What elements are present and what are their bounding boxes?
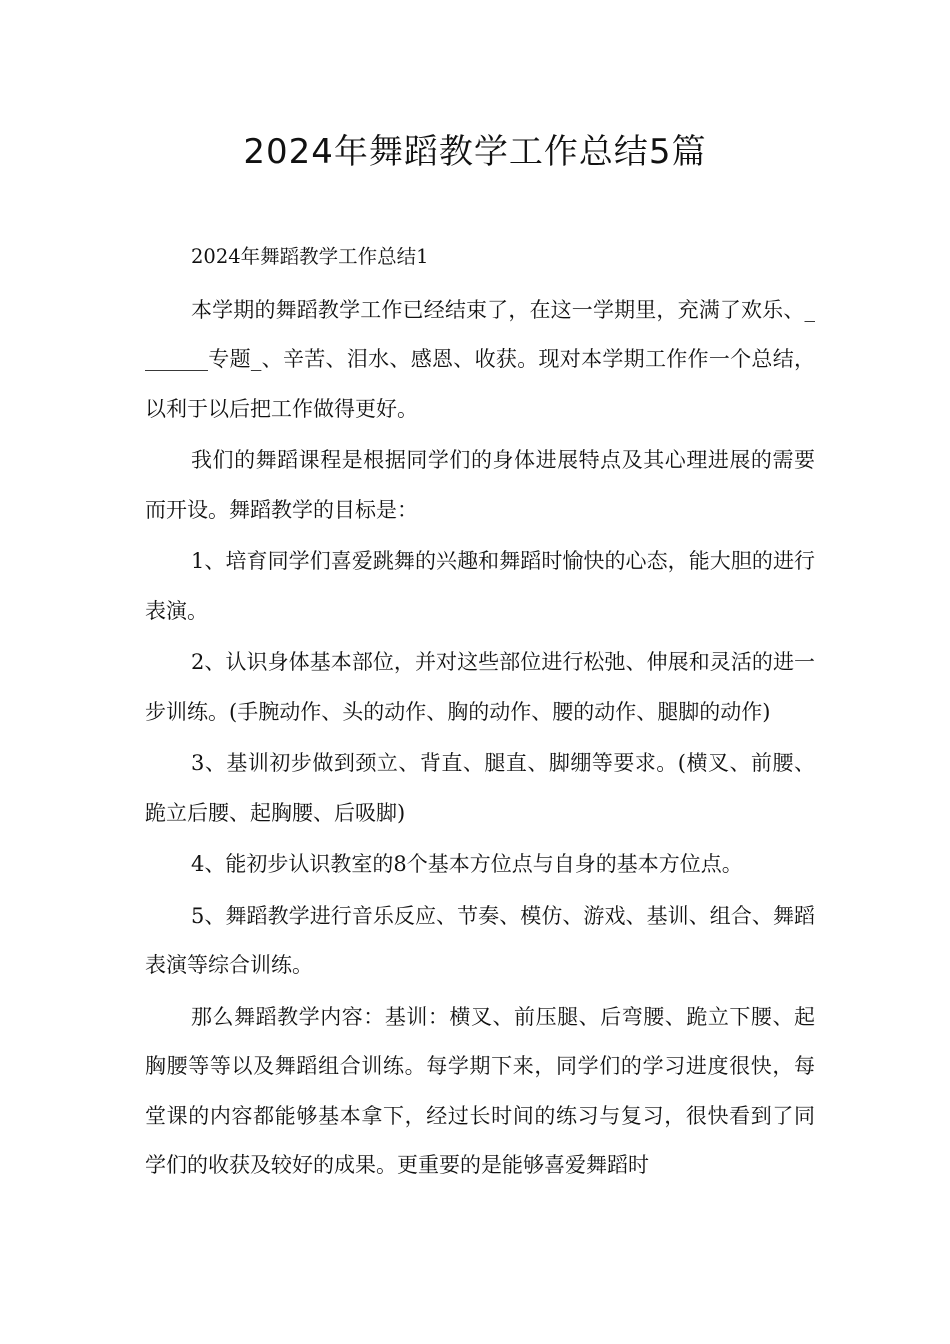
paragraph-item-1: 1、培育同学们喜爱跳舞的兴趣和舞蹈时愉快的心态，能大胆的进行表演。 [145,549,815,623]
section-heading: 2024年舞蹈教学工作总结1 [191,245,429,268]
paragraph-course-goal: 我们的舞蹈课程是根据同学们的身体进展特点及其心理进展的需要而开设。舞蹈教学的目标是： [145,448,815,522]
paragraph-intro: 本学期的舞蹈教学工作已经结束了，在这一学期里，充满了欢乐、_______专题_、辛苦、泪水、感恩、收获。现对本学期工作作一个总结，以利于以后把工作做得更好。 [145,297,815,421]
paragraph-item-5: 5、舞蹈教学进行音乐反应、节奏、模仿、游戏、基训、组合、舞蹈表演等综合训练。 [145,903,815,977]
paragraph-item-2: 2、认识身体基本部位，并对这些部位进行松弛、伸展和灵活的进一步训练。(手腕动作、头的动作、胸的动作、腰的动作、腿脚的动作) [145,650,815,724]
document-title: 2024年舞蹈教学工作总结5篇 [243,132,707,172]
paragraph-teaching-content: 那么舞蹈教学内容：基训：横叉、前压腿、后弯腰、跪立下腰、起胸腰等等以及舞蹈组合训练。每学期下来，同学们的学习进度很快，每堂课的内容都能够基本拿下，经过长时间的练习与复习，很快看到了同学们的收获及较好的成果。更重要的是能够喜爱舞蹈时 [145,1004,815,1177]
document-body [145,232,815,1193]
paragraph-item-3: 3、基训初步做到颈立、背直、腿直、脚绷等要求。(横叉、前腰、跪立后腰、起胸腰、后吸脚) [145,751,815,825]
paragraph-item-4: 4、能初步认识教室的8个基本方位点与自身的基本方位点。 [191,852,743,876]
